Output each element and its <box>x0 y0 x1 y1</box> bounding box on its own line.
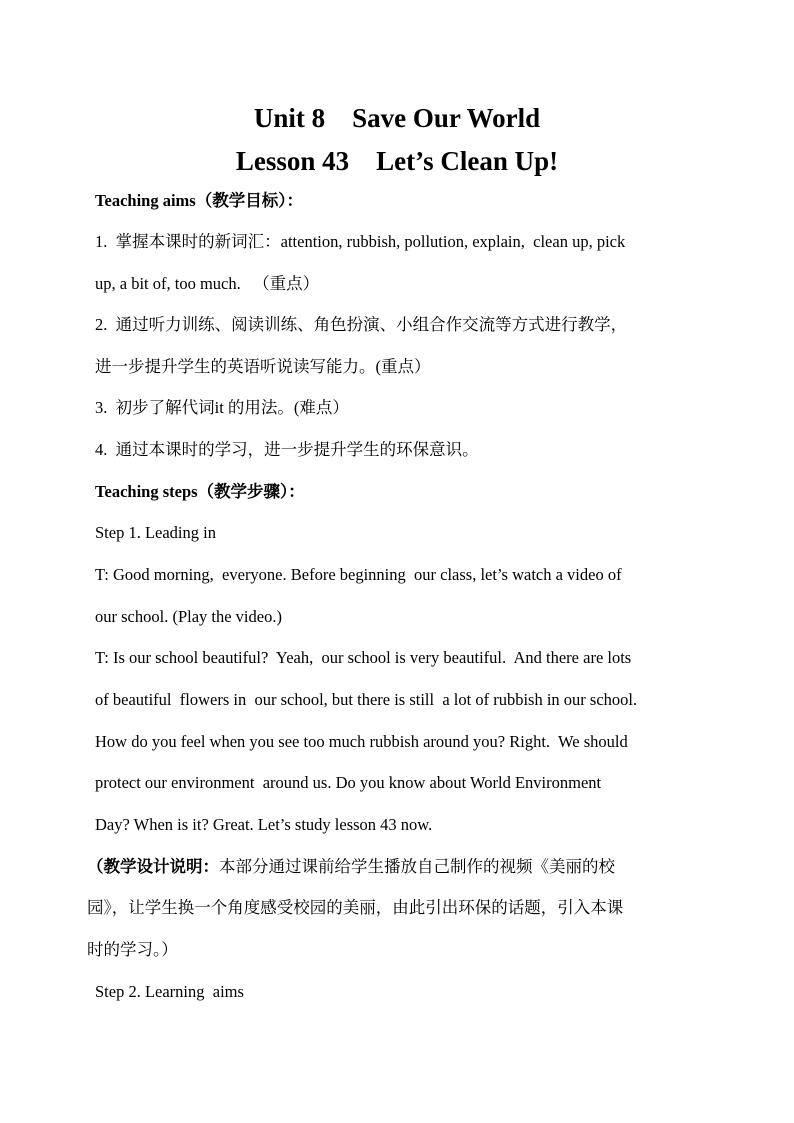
step1-heading: Step 1. Leading in <box>95 523 216 542</box>
design-note-line-3: 时的学习。） <box>87 940 178 959</box>
aim-item-2-line-2: 进一步提升学生的英语听说读写能力。(重点） <box>95 357 431 376</box>
step1-text-line: our school. (Play the video.) <box>95 607 282 626</box>
teaching-steps-heading: Teaching steps（教学步骤）： <box>95 482 305 501</box>
step1-text-line: T: Good morning, everyone. Before beginning our class, let’s watch a video of <box>95 565 622 584</box>
aim-item-4: 4. 通过本课时的学习，进一步提升学生的环保意识。 <box>95 440 479 459</box>
design-note-line-1 <box>87 856 697 878</box>
design-note-line-2: 园》，让学生换一个角度感受校园的美丽，由此引出环保的话题，引入本课 <box>87 898 624 917</box>
teaching-aims-heading: Teaching aims（教学目标）： <box>95 191 303 210</box>
step1-text-line: of beautiful flowers in our school, but there is still a lot of rubbish in our school. <box>95 690 638 709</box>
step1-text-line: protect our environment around us. Do you know about World Environment <box>95 773 602 792</box>
design-note-text: 本部分通过课前给学生播放自己制作的视频《美丽的校 <box>219 857 615 876</box>
aim-item-2-line-1: 2. 通过听力训练、阅读训练、角色扮演、小组合作交流等方式进行教学， <box>95 315 628 334</box>
unit-title: Unit 8 Save Our World <box>253 103 541 133</box>
aim-item-1-line-1: 1. 掌握本课时的新词汇：attention, rubbish, pollution, explain, clean up, pick <box>95 232 626 251</box>
step1-text-line: Day? When is it? Great. Let’s study lesson 43 now. <box>95 815 433 834</box>
lesson-title: Lesson 43 Let’s Clean Up! <box>235 146 559 176</box>
design-note-label: （教学设计说明： <box>87 857 219 876</box>
aim-item-1-line-2: up, a bit of, too much. （重点） <box>95 274 320 293</box>
step1-text-line: T: Is our school beautiful? Yeah, our school is very beautiful. And there are lots <box>95 648 632 667</box>
step1-text-line: How do you feel when you see too much rubbish around you? Right. We should <box>95 732 628 751</box>
aim-item-3: 3. 初步了解代词it 的用法。(难点） <box>95 398 349 417</box>
step2-heading: Step 2. Learning aims <box>95 982 244 1001</box>
